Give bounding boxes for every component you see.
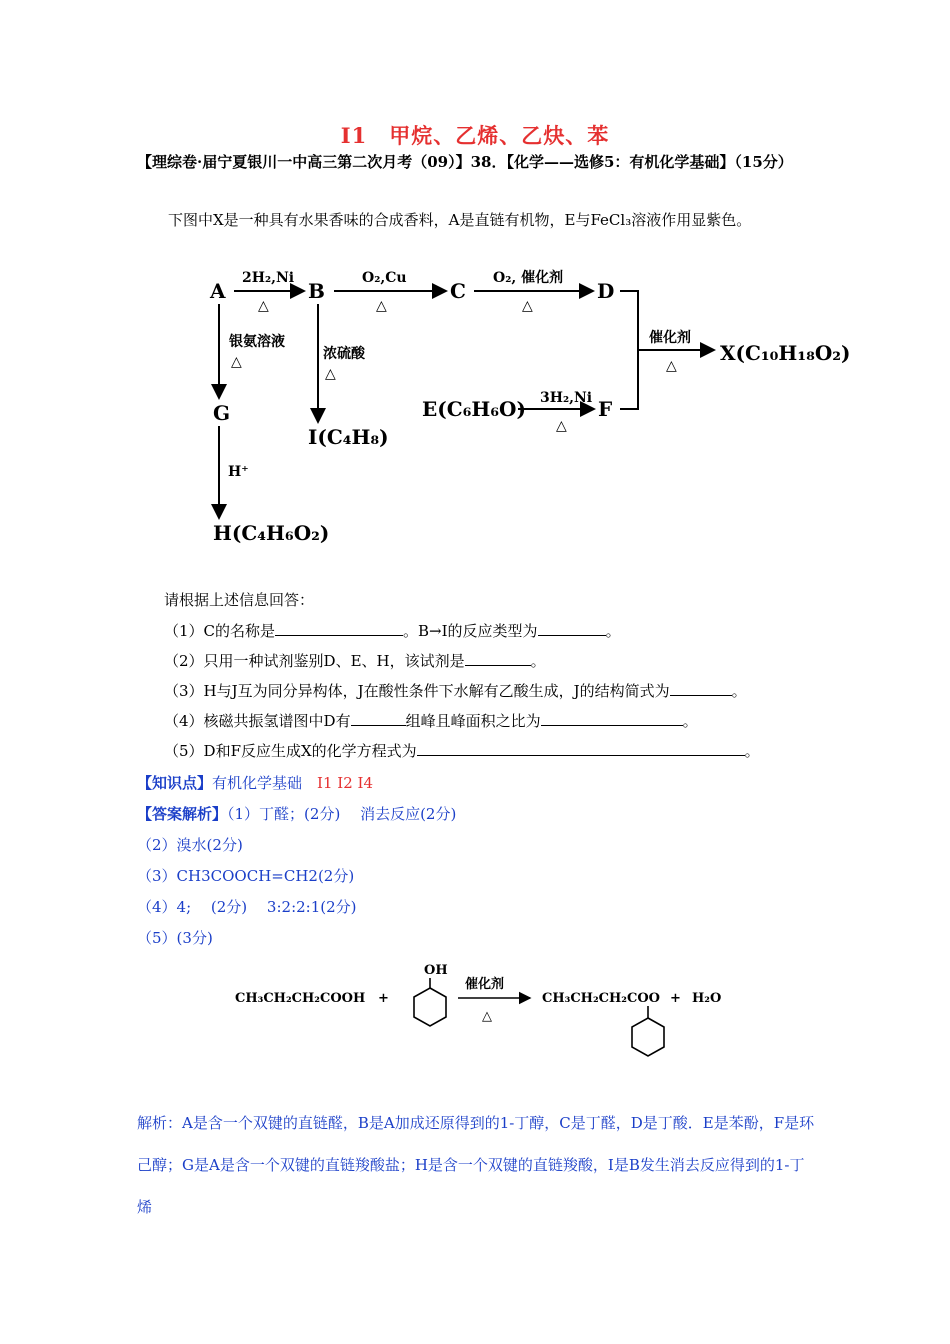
answer-blank	[465, 650, 531, 666]
answer-1	[137, 803, 456, 824]
cyclohexyl-ring-icon	[632, 1018, 664, 1056]
knowledge-point	[137, 772, 373, 793]
answer-2: （2）溴水(2分)	[137, 836, 243, 854]
answer-blank	[538, 620, 606, 636]
plus-sign: +	[670, 991, 681, 1006]
equation-catalyst: 催化剂	[465, 977, 505, 992]
question-4-text-b: 组峰且峰面积之比为	[405, 712, 541, 730]
question-1	[164, 620, 621, 641]
equation-heat: △	[482, 1009, 492, 1024]
compound-a: A	[210, 279, 226, 303]
compound-x: X(C₁₀H₁₈O₂)	[720, 341, 850, 365]
heat-bi: △	[325, 366, 336, 382]
knowledge-label: 【知识点】	[137, 774, 213, 792]
plus-sign: +	[378, 991, 389, 1006]
question-5-end: 。	[744, 742, 760, 760]
answer-3: （3）CH3COOCH=CH2(2分)	[137, 867, 355, 885]
compound-f: F	[598, 397, 613, 421]
compound-i: I(C₄H₈)	[308, 425, 389, 449]
question-3-text: （3）H与J互为同分异构体，J在酸性条件下水解有乙酸生成，J的结构简式为	[164, 682, 670, 700]
answer-blank	[670, 680, 732, 696]
answer-blank	[541, 710, 683, 726]
heat-dx: △	[666, 358, 677, 374]
question-2-text: （2）只用一种试剂鉴别D、E、H，该试剂是	[164, 652, 465, 670]
butanoic-acid: CH₃CH₂CH₂COOH	[235, 991, 366, 1006]
analysis-text: 解析：A是含一个双键的直链醛，B是A加成还原得到的1-丁醇，C是丁醛，D是丁酸．E是苯酚，F是环己醇；G是A是含一个双键的直链羧酸盐；H是含一个双键的直链羧酸，I是B发生消去反应得到的1-丁烯	[137, 1114, 815, 1216]
page-title: I1 甲烷、乙烯、乙炔、苯	[340, 123, 610, 148]
answer-blank	[351, 710, 406, 726]
compound-d: D	[597, 279, 615, 303]
knowledge-codes: I1 I2 I4	[317, 774, 373, 792]
question-2-end: 。	[530, 652, 546, 670]
question-2	[164, 650, 546, 671]
compound-e: E(C₆H₆O)	[422, 397, 526, 421]
question-4	[164, 710, 698, 731]
reagent-bc: O₂,Cu	[362, 270, 407, 286]
compound-h: H(C₄H₆O₂)	[213, 521, 330, 545]
heat-ef: △	[556, 418, 567, 434]
answer-label: 【答案解析】	[137, 805, 228, 823]
cyclohexanol-ring-icon	[414, 988, 446, 1026]
heat-ag: △	[231, 354, 242, 370]
heat-cd: △	[522, 298, 533, 314]
compound-b: B	[308, 279, 325, 303]
prompt: 请根据上述信息回答：	[164, 591, 315, 609]
answer-blank	[275, 620, 403, 636]
question-1-text-b: 。B→I的反应类型为	[403, 622, 538, 640]
ester-product: CH₃CH₂CH₂COO	[542, 991, 660, 1006]
reagent-gh: H⁺	[228, 464, 249, 480]
question-5	[164, 740, 760, 761]
heat-ab: △	[258, 298, 269, 314]
question-4-text: （4）核磁共振氢谱图中D有	[164, 712, 351, 730]
reagent-ag: 银氨溶液	[229, 334, 285, 350]
knowledge-text: 有机化学基础	[212, 774, 303, 792]
reagent-bi: 浓硫酸	[323, 346, 365, 362]
heat-bc: △	[376, 298, 387, 314]
answer-5: （5）(3分)	[137, 929, 213, 947]
connector-d	[620, 291, 638, 409]
reaction-scheme	[200, 258, 850, 558]
answer-blank	[417, 740, 745, 756]
question-source: 【理综卷·届宁夏银川一中高三第二次月考（09）】38．【化学——选修5：有机化学基础】（15分）	[137, 153, 793, 171]
answer-4: （4）4; (2分) 3:2:2:1(2分)	[137, 898, 357, 916]
hydroxyl-label: OH	[424, 963, 448, 978]
answer-1-text: （1）丁醛；(2分) 消去反应(2分)	[227, 805, 457, 823]
reagent-ab: 2H₂,Ni	[242, 270, 295, 286]
question-4-end: 。	[682, 712, 698, 730]
question-intro: 下图中X是一种具有水果香味的合成香料，A是直链有机物，E与FeCl₃溶液作用显紫色。	[168, 211, 752, 229]
reagent-dx: 催化剂	[649, 330, 691, 346]
reaction-equation	[230, 958, 750, 1068]
question-1-text: （1）C的名称是	[164, 622, 276, 640]
compound-c: C	[450, 279, 466, 303]
reagent-cd: O₂, 催化剂	[493, 270, 564, 286]
water-product: H₂O	[692, 991, 722, 1006]
question-3-end: 。	[731, 682, 747, 700]
compound-g: G	[213, 401, 231, 425]
question-5-text: （5）D和F反应生成X的化学方程式为	[164, 742, 417, 760]
question-1-end: 。	[605, 622, 621, 640]
question-3	[164, 680, 747, 701]
reagent-ef: 3H₂,Ni	[540, 390, 593, 406]
